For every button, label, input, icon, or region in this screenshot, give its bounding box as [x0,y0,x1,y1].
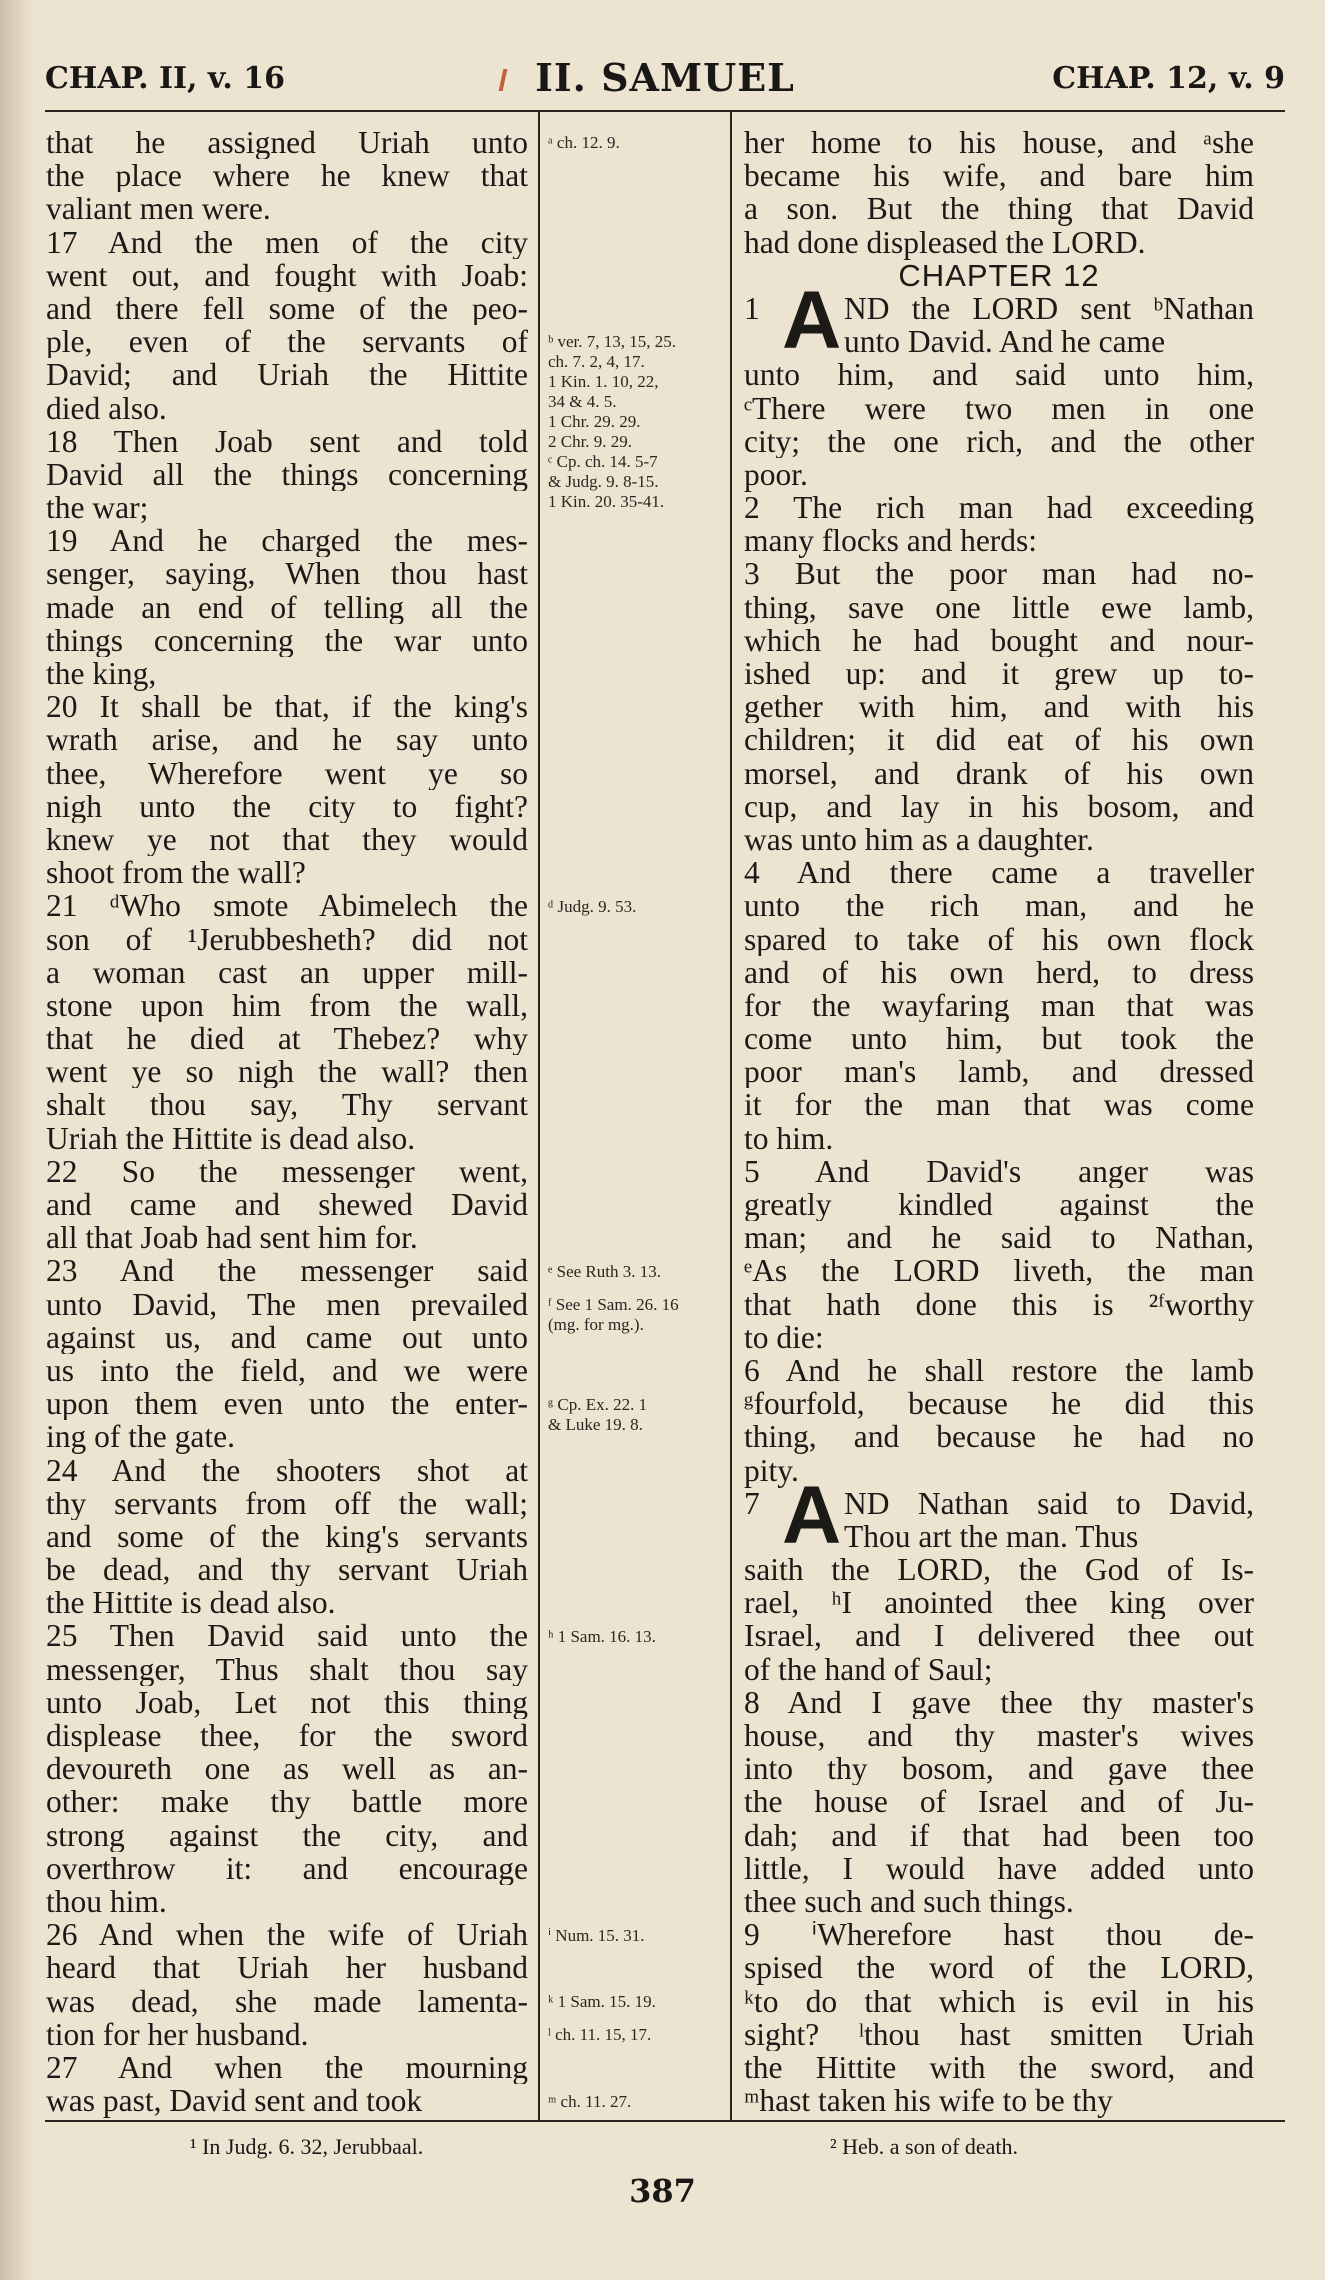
right-column-end-line: into thy bosom, and gave thee [744,1752,1254,1786]
left-column-line: 18 Then Joab sent and told [46,424,528,458]
right-column-middle-line: unto him, and said unto him, [744,358,1254,392]
left-column-line: a woman cast an upper mill- [46,955,528,989]
right-column-middle-line: poor. [744,456,808,492]
page-gutter-shadow [0,0,34,2280]
left-column-line: heard that Uriah her husband [46,1951,528,1985]
left-column-line: 20 It shall be that, if the king's [46,690,528,724]
right-column-top-line: became his wife, and bare him [744,159,1254,193]
column-divider-left [538,112,540,2120]
right-column-end-line: the house of Israel and of Ju- [744,1785,1254,1819]
right-column-end-line: 8 And I gave thee thy master's [744,1685,1254,1719]
left-column-line: and there fell some of the peo- [46,291,528,326]
left-column-line: nigh unto the city to fight? [46,789,528,823]
left-column-line: thee, Wherefore went ye so [46,756,528,790]
left-column-line: and came and shewed David [46,1188,528,1222]
left-column-line: died also. [46,390,167,426]
cross-reference-note: & Luke 19. 8. [548,1414,643,1434]
right-column-end-line: Israel, and I delivered thee out [744,1619,1254,1653]
left-column-line: 17 And the men of the city [46,225,528,259]
left-column-line: us into the field, and we were [46,1353,528,1388]
drop-cap-verse-7: A [782,1469,842,1561]
left-column-line: senger, saying, When thou hast [46,557,528,591]
right-column-middle-line: ᶜThere were two men in one [744,391,1254,425]
right-column-top-text [744,126,1254,259]
left-column-line: made an end of telling all the [46,590,528,624]
page-number: 387 [629,2172,696,2210]
right-column-middle-line: and of his own herd, to dress [744,955,1254,989]
verse-7-opening-line: ND Nathan said to David, [844,1486,1254,1520]
left-column-line: ing of the gate. [46,1419,235,1455]
right-text-column [744,126,1254,2117]
right-column-end-line: house, and thy master's wives [744,1719,1254,1753]
cross-reference-note: ᶠ See 1 Sam. 26. 16 [548,1295,679,1314]
left-column-line: was past, David sent and took [46,2083,423,2119]
right-column-middle-line: unto the rich man, and he [744,889,1254,923]
left-column-line: 24 And the shooters shot at [46,1453,528,1487]
left-column-line: 22 So the messenger went, [46,1154,528,1188]
left-column-line: son of ¹Jerubbesheth? did not [46,922,528,956]
verse-1-opening-line: unto David. And he came [844,324,1166,360]
left-column-line: overthrow it: and encourage [46,1851,528,1885]
right-column-middle-line: greatly kindled against the [744,1188,1254,1222]
left-column-line: devoureth one as well as an- [46,1752,528,1786]
cross-reference-note: ʰ 1 Sam. 16. 13. [548,1627,656,1646]
left-column-line: David all the things concerning [46,457,528,492]
verse-1-opening-line: ND the LORD sent ᵇNathan [844,291,1254,326]
left-column-line: shoot from the wall? [46,855,306,891]
cross-reference-note: ᵃ ch. 12. 9. [548,133,620,152]
left-column-line: strong against the city, and [46,1818,528,1852]
right-column-middle-line: ᵍfourfold, because he did this [744,1387,1254,1421]
cross-reference-note: 1 Kin. 1. 10, 22, [548,372,659,392]
right-column-middle-line: city; the one rich, and the other [744,424,1254,458]
right-column-middle-line: which he had bought and nour- [744,623,1254,657]
verse-number-7: 7 [744,1485,760,1521]
right-column-middle-line: thing, and because he had no [744,1420,1254,1454]
left-column-line: 21 ᵈWho smote Abimelech the [46,889,528,923]
cross-reference-note: ⁱ Num. 15. 31. [548,1925,645,1945]
left-column-line: 19 And he charged the mes- [46,524,528,558]
right-column-middle-line: it for the man that was come [744,1088,1254,1122]
header-chapter-left: CHAP. II, v. 16 [45,61,285,96]
left-column-line: thy servants from off the wall; [46,1486,528,1520]
footnote-1: ¹ In Judg. 6. 32, Jerubbaal. [190,2134,424,2159]
cross-reference-note: 2 Chr. 9. 29. [548,431,633,451]
left-column-line: shalt thou say, Thy servant [46,1088,528,1122]
right-column-middle-line: children; it did eat of his own [744,723,1254,757]
left-column-line: was dead, she made lamenta- [46,1984,528,2018]
left-column-line: the king, [46,656,157,691]
right-column-end-line: 9 ⁱWherefore hast thou de- [744,1918,1254,1952]
verse-7-opening-line: Thou art the man. Thus [844,1518,1139,1554]
left-column-line: stone upon him from the wall, [46,988,528,1023]
chapter-heading: CHAPTER 12 [898,257,1100,293]
right-column-middle-line: thing, save one little ewe lamb, [744,590,1254,624]
left-column-line: David; and Uriah the Hittite [46,358,528,392]
left-column-line: 23 And the messenger said [46,1254,528,1288]
right-column-middle-line: spared to take of his own flock [744,922,1254,956]
footnote-rule [45,2120,1285,2122]
left-column-line: things concerning the war unto [46,623,528,657]
right-column-end-line: ᵐhast taken his wife to be thy [744,2083,1113,2119]
cross-reference-note: 1 Chr. 29. 29. [548,411,641,431]
right-column-middle-line: man; and he said to Nathan, [744,1221,1254,1255]
left-column-line: upon them even unto the enter- [46,1387,528,1421]
cross-reference-note: 1 Kin. 20. 35-41. [548,491,665,511]
verse-number-1: 1 [744,290,760,326]
right-column-middle-line: 4 And there came a traveller [744,856,1254,890]
right-column-middle-line: 6 And he shall restore the lamb [744,1353,1254,1388]
header-chapter-right: CHAP. 12, v. 9 [1052,61,1285,96]
cross-reference-note: ᵇ ver. 7, 13, 15, 25. [548,332,677,352]
left-column-line: 27 And when the mourning [46,2050,528,2085]
left-column-line: wrath arise, and he say unto [46,723,528,757]
right-column-middle-line: 5 And David's anger was [744,1154,1254,1188]
left-column-line: that he died at Thebez? why [46,1022,528,1056]
running-header [45,55,1285,105]
cross-reference-note: ᵏ 1 Sam. 15. 19. [548,1992,656,2012]
column-divider-right [730,112,732,2120]
right-column-middle-line: morsel, and drank of his own [744,756,1254,790]
footnote-2: ² Heb. a son of death. [830,2134,1019,2159]
cross-reference-note: 34 & 4. 5. [548,391,617,411]
left-text-column [46,126,528,2117]
header-rule [45,110,1285,112]
cross-reference-note: ᵉ See Ruth 3. 13. [548,1261,661,1281]
left-column-line: 25 Then David said unto the [46,1619,528,1653]
right-column-middle-text [744,358,1254,1486]
cross-reference-note: ˡ ch. 11. 15, 17. [548,2025,652,2045]
cross-reference-note: & Judg. 9. 8-15. [548,471,659,491]
left-column-line: that he assigned Uriah unto [46,126,528,160]
left-column-line: Uriah the Hittite is dead also. [46,1120,416,1156]
left-column-line: tion for her husband. [46,2016,309,2052]
left-column-line: went out, and fought with Joab: [46,258,528,292]
right-column-top-line: a son. But the thing that David [744,192,1254,226]
left-column-line: valiant men were. [46,191,271,227]
right-column-middle-line: ᵉAs the LORD liveth, the man [744,1254,1254,1288]
left-column-line: all that Joab had sent him for. [46,1220,418,1256]
cross-reference-note: ᶜ Cp. ch. 14. 5-7 [548,451,658,471]
left-column-line: the place where he knew that [46,159,528,193]
left-column-line: messenger, Thus shalt thou say [46,1652,528,1686]
left-column-line: and some of the king's servants [46,1519,528,1554]
cross-reference-note: ᵐ ch. 11. 27. [548,2091,632,2111]
cross-reference-note: (mg. for mg.). [548,1314,644,1334]
left-column-line: thou him. [46,1883,167,1919]
cross-reference-note: ᵈ Judg. 9. 53. [548,896,637,916]
right-column-middle-line: pity. [744,1452,799,1488]
left-column-line: unto Joab, Let not this thing [46,1685,528,1719]
right-column-middle-line: that hath done this is ²ᶠworthy [744,1287,1254,1321]
right-column-end-line: thee such and such things. [744,1883,1074,1919]
left-column-line: against us, and came out unto [46,1320,528,1354]
right-column-middle-line: for the wayfaring man that was [744,988,1254,1023]
left-column-line: other: make thy battle more [46,1785,528,1819]
left-column-line: the war; [46,490,149,526]
right-column-middle-line: to die: [744,1319,824,1355]
left-column-line: knew ye not that they would [46,822,528,857]
right-column-middle-line: cup, and lay in his bosom, and [744,789,1254,823]
left-column-line: ple, even of the servants of [46,325,528,359]
cross-reference-note: ᵍ Cp. Ex. 22. 1 [548,1394,648,1414]
drop-cap-verse-1: A [782,274,842,366]
right-column-end-line: rael, ʰI anointed thee king over [744,1586,1254,1620]
right-column-middle-line: poor man's lamb, and dressed [744,1055,1254,1089]
right-column-middle-line: many flocks and herds: [744,523,1038,559]
left-column-line: 26 And when the wife of Uriah [46,1918,528,1952]
right-column-middle-line: 3 But the poor man had no- [744,557,1254,591]
right-column-middle-line: was unto him as a daughter. [744,821,1094,857]
right-column-end-line: spised the word of the LORD, [744,1951,1254,1985]
header-book-title: II. SAMUEL [535,55,795,100]
right-column-middle-line: ished up: and it grew up to- [744,657,1254,691]
left-column-line: unto David, The men prevailed [46,1287,528,1321]
left-column-line: displease thee, for the sword [46,1719,528,1753]
right-column-end-line: saith the LORD, the God of Is- [744,1553,1254,1587]
left-column-line: be dead, and thy servant Uriah [46,1553,528,1587]
right-column-end-line: dah; and if that had been too [744,1818,1254,1852]
right-column-end-text [744,1553,1254,2117]
right-column-end-line: the Hittite with the sword, and [744,2050,1254,2085]
cross-reference-note: ch. 7. 2, 4, 17. [548,352,645,372]
right-column-middle-line: to him. [744,1120,834,1156]
right-column-middle-line: 2 The rich man had exceeding [744,491,1254,525]
right-column-top-line: had done displeased the LORD. [744,224,1146,260]
right-column-end-line: little, I would have added unto [744,1851,1254,1885]
right-column-end-line: sight? ˡthou hast smitten Uriah [744,2017,1254,2051]
right-column-end-line: of the hand of Saul; [744,1651,993,1687]
right-column-top-line: her home to his house, and ᵃshe [744,126,1254,160]
right-column-middle-line: come unto him, but took the [744,1022,1254,1056]
right-column-end-line: ᵏto do that which is evil in his [744,1984,1254,2018]
left-column-line: went ye so nigh the wall? then [46,1055,528,1089]
left-column-line: the Hittite is dead also. [46,1585,336,1621]
right-column-middle-line: gether with him, and with his [744,690,1254,724]
